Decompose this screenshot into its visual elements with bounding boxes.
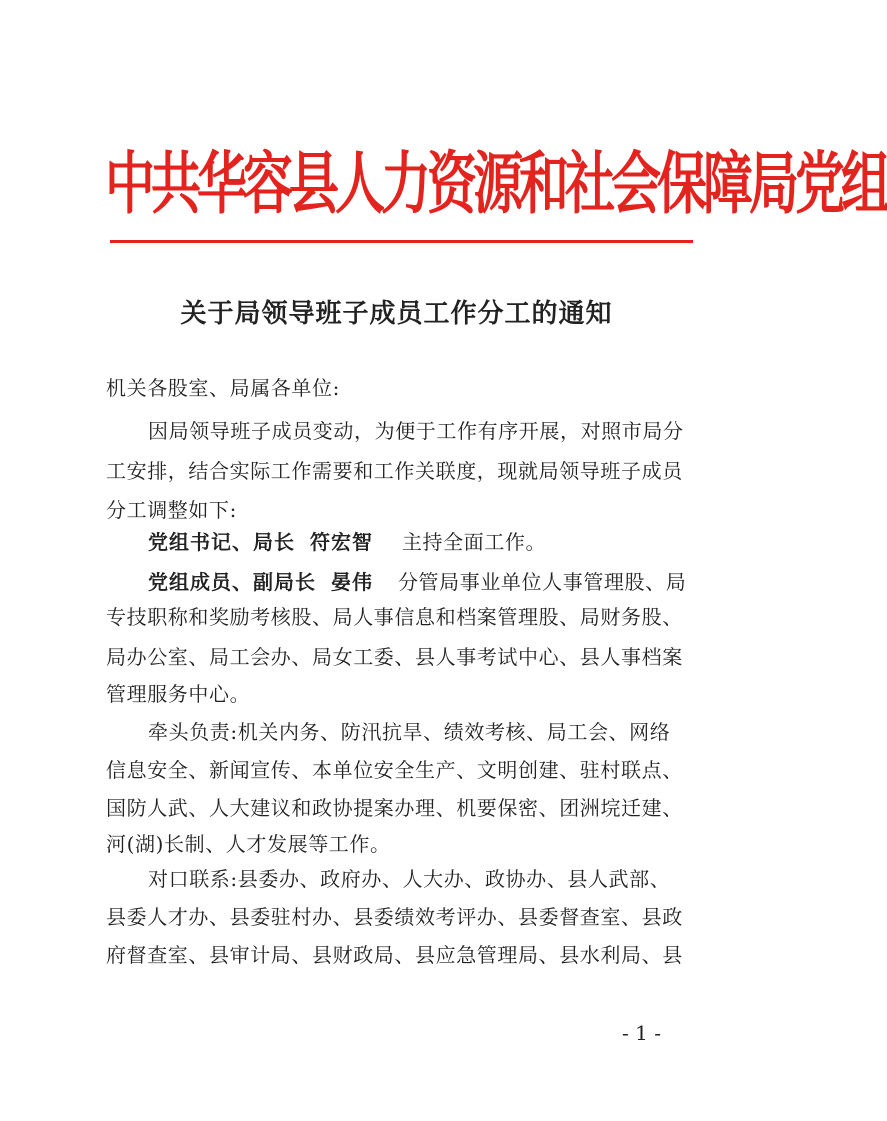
leader2-duty-first: 分管局事业单位人事管理股、局: [397, 570, 687, 594]
page-number: - 1 -: [622, 1021, 661, 1045]
lead-line-2: 信息安全、新闻宣传、本单位安全生产、文明创建、驻村联点、: [106, 758, 683, 782]
contact-line-3: 府督查室、县审计局、县财政局、县应急管理局、县水利局、县: [106, 943, 683, 967]
leader1-name: 符宏智: [309, 530, 373, 554]
leader2-title: 党组成员、副局长: [148, 570, 316, 594]
red-header-rule: [110, 240, 693, 243]
lead-line-4: 河(湖)长制、人才发展等工作。: [106, 832, 391, 856]
lead-line-1: 牵头负责:机关内务、防汛抗旱、绩效考核、局工会、网络: [148, 720, 671, 744]
leader1-duty: 主持全面工作。: [401, 530, 547, 554]
notice-title: 关于局领导班子成员工作分工的通知: [180, 299, 613, 329]
leader2-name: 晏伟: [330, 570, 373, 594]
intro-line-1: 因局领导班子成员变动，为便于工作有序开展，对照市局分: [148, 419, 684, 443]
lead-line-3: 国防人武、人大建议和政协提案办理、机要保密、团洲垸迁建、: [106, 796, 683, 820]
leader2-duty-line-3: 管理服务中心。: [106, 682, 251, 706]
leader1-title: 党组书记、局长: [148, 530, 295, 554]
contact-line-1: 对口联系:县委办、政府办、人大办、政协办、县人武部、: [148, 867, 671, 891]
salutation: 机关各股室、局属各单位:: [106, 376, 340, 400]
leader2-duty-line-2: 局办公室、局工会办、局女工委、县人事考试中心、县人事档案: [106, 645, 683, 669]
leader2-line: [148, 563, 696, 601]
leader1-line: [148, 523, 696, 561]
intro-line-3: 分工调整如下:: [106, 498, 237, 522]
leader2-duty-line-1: 专技职称和奖励考核股、局人事信息和档案管理股、局财务股、: [106, 605, 683, 629]
issuing-org-masthead: 中共华容县人力资源和社会保障局党组: [105, 144, 887, 224]
contact-line-2: 县委人才办、县委驻村办、县委绩效考评办、县委督查室、县政: [106, 905, 683, 929]
intro-line-2: 工安排，结合实际工作需要和工作关联度，现就局领导班子成员: [106, 459, 683, 483]
